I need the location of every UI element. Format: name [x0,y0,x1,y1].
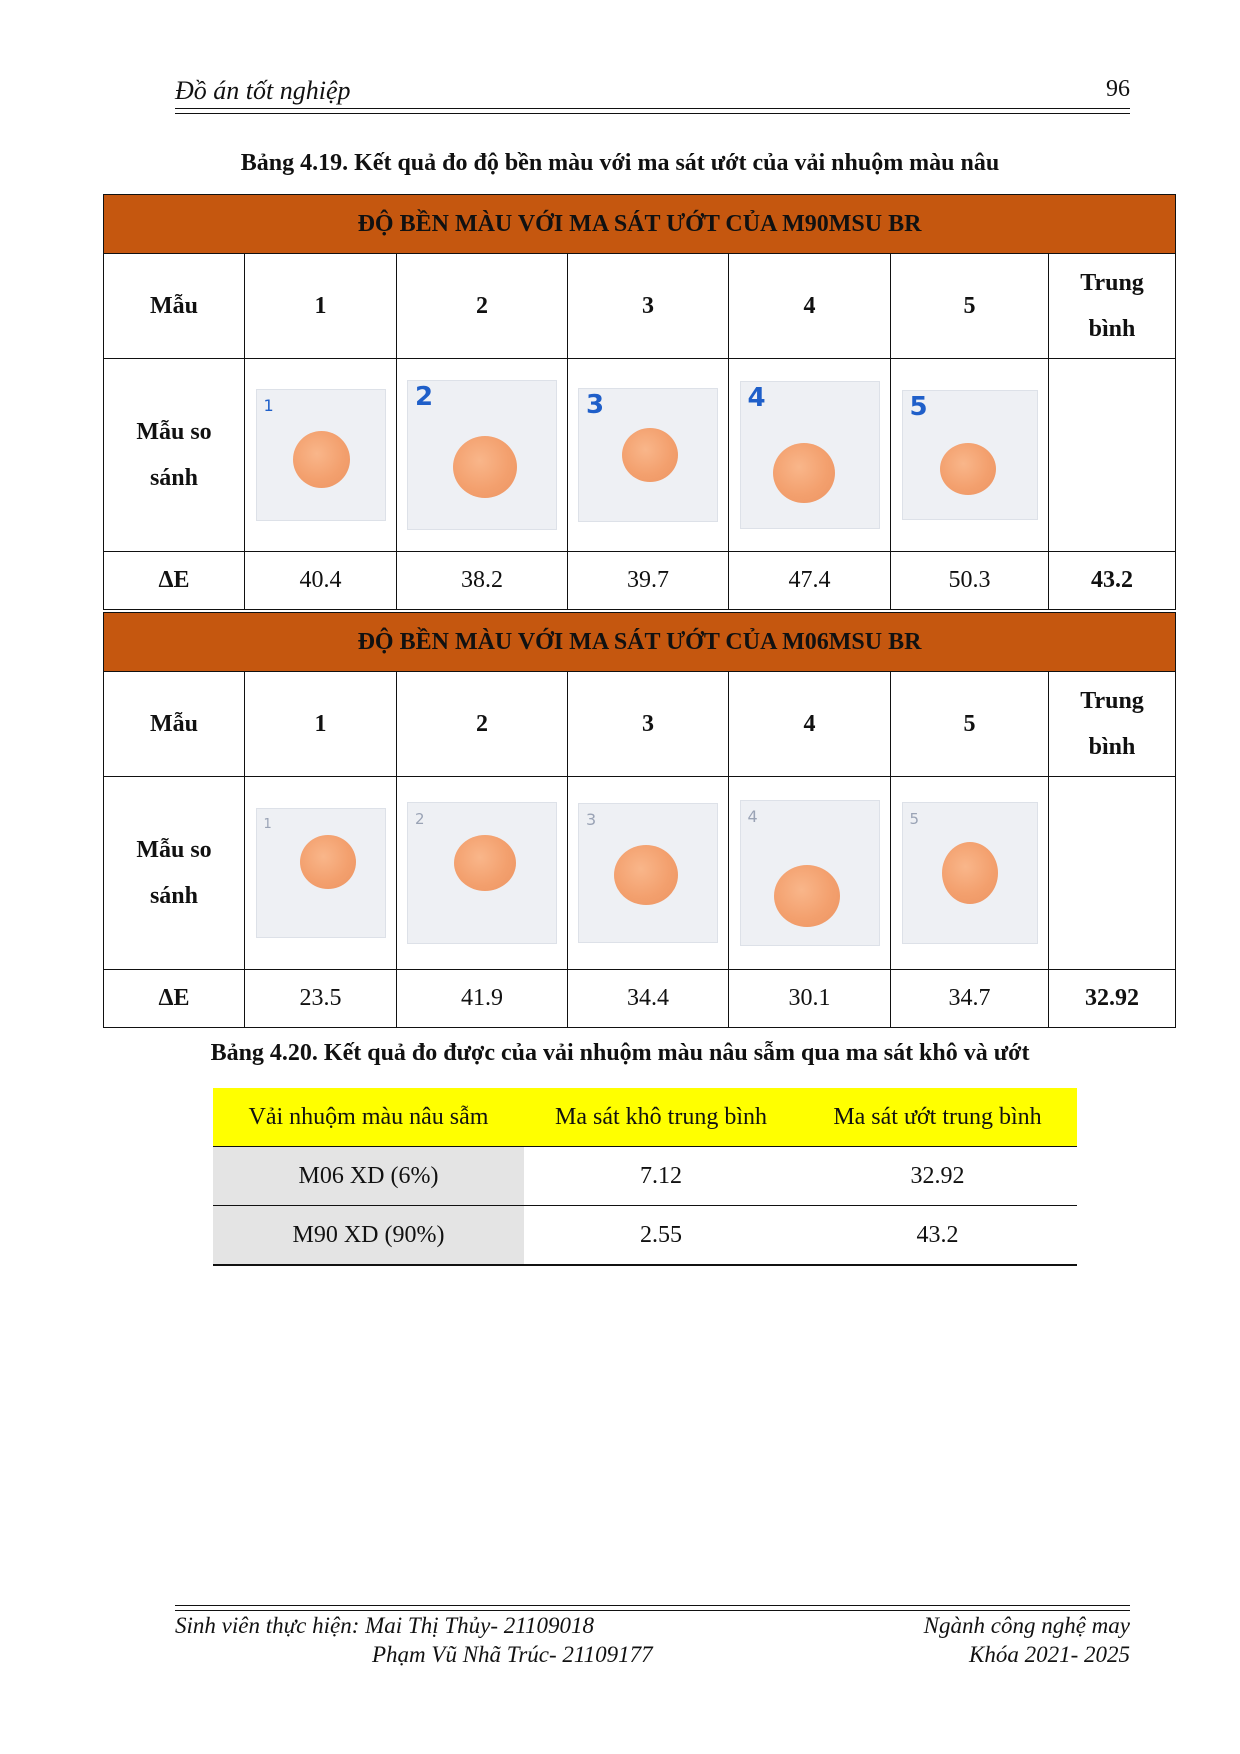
sample-number: 5 [891,672,1049,777]
swatch-cell [729,777,891,970]
sample-number: 3 [568,672,729,777]
dye-spot [614,845,678,905]
column-header: Ma sát ướt trung bình [798,1088,1077,1147]
table-4-19-caption [0,150,1240,177]
comparison-table [213,1088,1077,1266]
compare-label-line1: Mẫu so [136,837,212,863]
delta-e-value: 40.4 [245,552,397,610]
table-4-20-caption [0,1040,1240,1067]
sample-number: 2 [397,672,568,777]
delta-e-average: 43.2 [1049,552,1176,610]
delta-e-value: 41.9 [397,970,568,1028]
delta-e-value: 47.4 [729,552,891,610]
fabric-swatch-image [407,802,557,944]
delta-e-value: 38.2 [397,552,568,610]
table-cell: 43.2 [798,1206,1077,1266]
delta-e-label: ΔE [104,552,245,610]
dye-spot [622,428,678,482]
swatch-cell [245,359,397,552]
compare-row-label [104,777,245,970]
swatch-cell [397,359,568,552]
caption-text: Kết quả đo được của vải nhuộm màu nâu sẫm qua ma sát khô và ướt [317,1040,1030,1066]
compare-label-line1: Mẫu so [136,419,212,445]
compare-label-line2: sánh [149,465,199,491]
footer-rule [175,1605,1130,1606]
dye-spot [293,431,350,488]
swatch-number: 4 [747,807,758,826]
footer-major: Ngành công nghệ may [923,1613,1130,1638]
dye-spot [940,443,996,495]
sample-number: 4 [729,254,891,359]
swatch-number: 2 [415,810,425,828]
dye-spot [773,443,835,503]
sample-number: 3 [568,254,729,359]
section-title: ĐỘ BỀN MÀU VỚI MA SÁT ƯỚT CỦA M90MSU BR [104,195,1176,254]
column-header: Ma sát khô trung bình [524,1088,798,1147]
sample-number: 5 [891,254,1049,359]
delta-e-value: 30.1 [729,970,891,1028]
delta-e-value: 39.7 [568,552,729,610]
delta-e-average: 32.92 [1049,970,1176,1028]
average-label-line1: Trung [1080,270,1144,296]
swatch-cell [729,359,891,552]
average-label-line2: bình [1088,734,1136,760]
dye-spot [453,436,517,498]
swatch-number: 1 [263,817,272,832]
average-header [1049,254,1176,359]
caption-number: Bảng 4.19. [240,150,349,176]
swatch-number: 2 [415,382,434,412]
fabric-swatch-image [740,800,880,946]
delta-e-value: 34.4 [568,970,729,1028]
fabric-swatch-image [902,390,1038,520]
footer-rule-double [175,1610,1130,1611]
dye-spot [454,835,516,891]
average-header [1049,672,1176,777]
swatch-number: 3 [586,810,597,829]
document-title: Đồ án tốt nghiệp [175,76,351,105]
empty-average-cell [1049,359,1176,552]
sample-number: 1 [245,254,397,359]
fabric-swatch-image [902,802,1038,944]
swatch-number: 5 [909,810,920,828]
sample-number: 2 [397,254,568,359]
delta-e-value: 34.7 [891,970,1049,1028]
swatch-cell [568,359,729,552]
swatch-number: 3 [586,390,605,420]
sample-number: 4 [729,672,891,777]
swatch-cell [245,777,397,970]
column-header: Vải nhuộm màu nâu sẫm [213,1088,524,1147]
sample-row-label: Mẫu [104,254,245,359]
dye-spot [300,835,356,889]
swatch-cell [891,359,1049,552]
dye-spot [942,842,998,904]
average-label-line1: Trung [1080,688,1144,714]
average-label-line2: bình [1088,316,1136,342]
footer-course: Khóa 2021- 2025 [969,1642,1130,1667]
table-cell: M06 XD (6%) [213,1147,524,1206]
section-title: ĐỘ BỀN MÀU VỚI MA SÁT ƯỚT CỦA M06MSU BR [104,613,1176,672]
delta-e-value: 23.5 [245,970,397,1028]
swatch-cell [891,777,1049,970]
fabric-swatch-image [256,808,386,938]
header-rule [175,108,1130,109]
delta-e-label: ΔE [104,970,245,1028]
compare-row-label [104,359,245,552]
swatch-cell [568,777,729,970]
sample-number: 1 [245,672,397,777]
table-cell: 2.55 [524,1206,798,1266]
fabric-swatch-image [578,803,718,943]
results-table-m90 [103,194,1176,610]
swatch-cell [397,777,568,970]
results-table-m06 [103,612,1176,1028]
fabric-swatch-image [256,389,386,521]
page-number: 96 [1106,76,1130,102]
delta-e-value: 50.3 [891,552,1049,610]
compare-label-line2: sánh [149,883,199,909]
caption-text: Kết quả đo độ bền màu với ma sát ướt của vải nhuộm màu nâu [348,150,1000,176]
table-cell: 32.92 [798,1147,1077,1206]
table-cell: 7.12 [524,1147,798,1206]
swatch-number: 5 [909,392,928,422]
sample-row-label: Mẫu [104,672,245,777]
caption-number: Bảng 4.20. [210,1040,318,1066]
header-rule-double [175,113,1130,114]
swatch-number: 4 [747,383,766,413]
dye-spot [774,865,840,927]
swatch-number: 1 [263,396,274,415]
table-cell: M90 XD (90%) [213,1206,524,1266]
footer-students-line2: Phạm Vũ Nhã Trúc- 21109177 [372,1642,653,1667]
fabric-swatch-image [578,388,718,522]
page-header [175,72,1130,112]
empty-average-cell [1049,777,1176,970]
footer-students-line1: Sinh viên thực hiện: Mai Thị Thủy- 21109018 [175,1613,595,1638]
fabric-swatch-image [407,380,557,530]
fabric-swatch-image [740,381,880,529]
